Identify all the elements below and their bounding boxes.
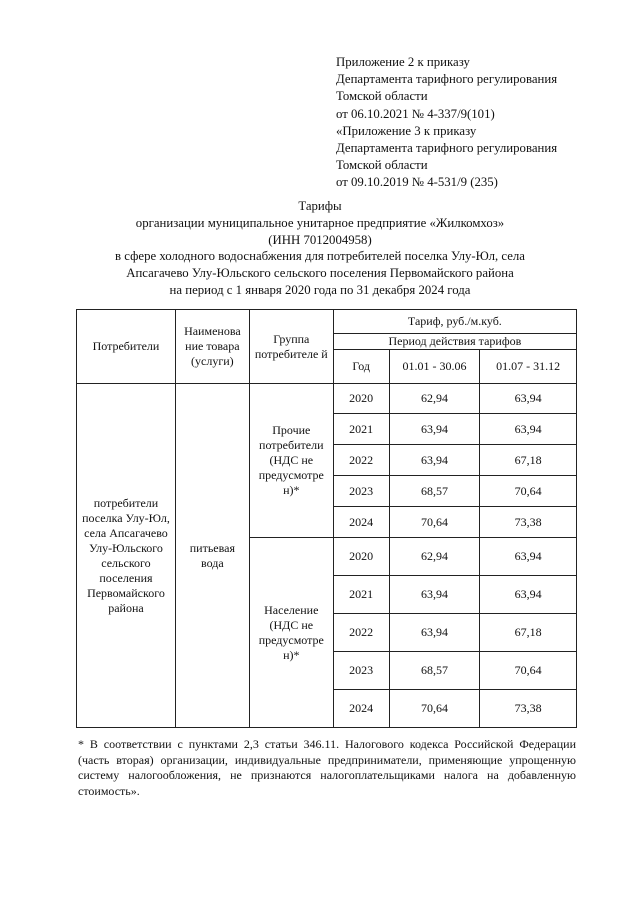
header-product: Наименова ние товара (услуги) — [175, 310, 249, 384]
tariff-cell: 73,38 — [480, 507, 577, 538]
tariff-cell: 67,18 — [480, 614, 577, 652]
title-line: Тарифы — [298, 199, 342, 213]
tariff-cell: 63,94 — [389, 576, 480, 614]
appendix-reference — [336, 54, 557, 192]
tariff-cell: 70,64 — [389, 690, 480, 728]
year-cell: 2024 — [333, 690, 389, 728]
title-line: (ИНН 7012004958) — [268, 232, 372, 247]
tariff-cell: 70,64 — [480, 476, 577, 507]
title-line: на период с 1 января 2020 года по 31 декабря 2024 года — [169, 282, 471, 297]
year-cell: 2021 — [333, 576, 389, 614]
header-period-2: 01.07 - 31.12 — [480, 350, 577, 384]
tariff-cell: 68,57 — [389, 652, 480, 690]
year-cell: 2023 — [333, 476, 389, 507]
tariff-table — [76, 309, 577, 728]
title-line: Апсагачево Улу-Юльского сельского поселения Первомайского района — [126, 266, 514, 281]
header-year: Год — [333, 350, 389, 384]
group-cell: Население (НДС не предусмотре н)* — [249, 538, 333, 728]
appendix-line: Департамента тарифного регулирования — [336, 141, 558, 156]
tariff-cell: 63,94 — [389, 445, 480, 476]
appendix-line: Приложение 2 к приказу — [336, 55, 470, 69]
year-cell: 2022 — [333, 614, 389, 652]
year-cell: 2024 — [333, 507, 389, 538]
document-title — [60, 198, 580, 299]
tariff-cell: 63,94 — [389, 414, 480, 445]
tariff-cell: 63,94 — [480, 384, 577, 414]
tariff-cell: 63,94 — [480, 538, 577, 576]
tariff-cell: 70,64 — [480, 652, 577, 690]
tariff-cell: 67,18 — [480, 445, 577, 476]
appendix-line: от 06.10.2021 № 4-337/9(101) — [336, 106, 495, 121]
footnote: * В соответствии с пунктами 2,3 статьи 346.11. Налогового кодекса Российской Федерации (часть вторая) организации, индивидуальные предприниматели, применяющие упрощенную систему налогообложения, не признаются налогоплательщиками налога на добавленную стоимость». — [78, 737, 576, 798]
title-line: организации муниципальное унитарное предприятие «Жилкомхоз» — [135, 215, 505, 230]
appendix-line: Томской области — [336, 158, 428, 173]
tariff-cell: 62,94 — [389, 384, 480, 414]
header-period-1: 01.01 - 30.06 — [389, 350, 480, 384]
tariff-cell: 63,94 — [389, 614, 480, 652]
tariff-cell: 63,94 — [480, 414, 577, 445]
tariff-cell: 63,94 — [480, 576, 577, 614]
tariff-cell: 70,64 — [389, 507, 480, 538]
year-cell: 2022 — [333, 445, 389, 476]
header-tariff: Тариф, руб./м.куб. — [333, 310, 576, 334]
consumer-cell: потребители поселка Улу-Юл, села Апсагачево Улу-Юльского сельского поселения Первомайского района — [77, 384, 176, 728]
appendix-line: Департамента тарифного регулирования — [336, 72, 558, 87]
header-consumers: Потребители — [77, 310, 176, 384]
year-cell: 2021 — [333, 414, 389, 445]
tariff-cell: 68,57 — [389, 476, 480, 507]
appendix-line: Томской области — [336, 89, 428, 104]
tariff-cell: 62,94 — [389, 538, 480, 576]
header-period: Период действия тарифов — [333, 334, 576, 350]
table-row — [77, 384, 577, 414]
appendix-line: от 09.10.2019 № 4-531/9 (235) — [336, 175, 498, 190]
header-group: Группа потребителе й — [249, 310, 333, 384]
group-cell: Прочие потребители (НДС не предусмотре н)* — [249, 384, 333, 538]
title-line: в сфере холодного водоснабжения для потребителей поселка Улу-Юл, села — [115, 249, 525, 264]
year-cell: 2020 — [333, 384, 389, 414]
year-cell: 2023 — [333, 652, 389, 690]
product-cell: питьевая вода — [175, 384, 249, 728]
appendix-line: «Приложение 3 к приказу — [336, 123, 477, 138]
year-cell: 2020 — [333, 538, 389, 576]
tariff-cell: 73,38 — [480, 690, 577, 728]
